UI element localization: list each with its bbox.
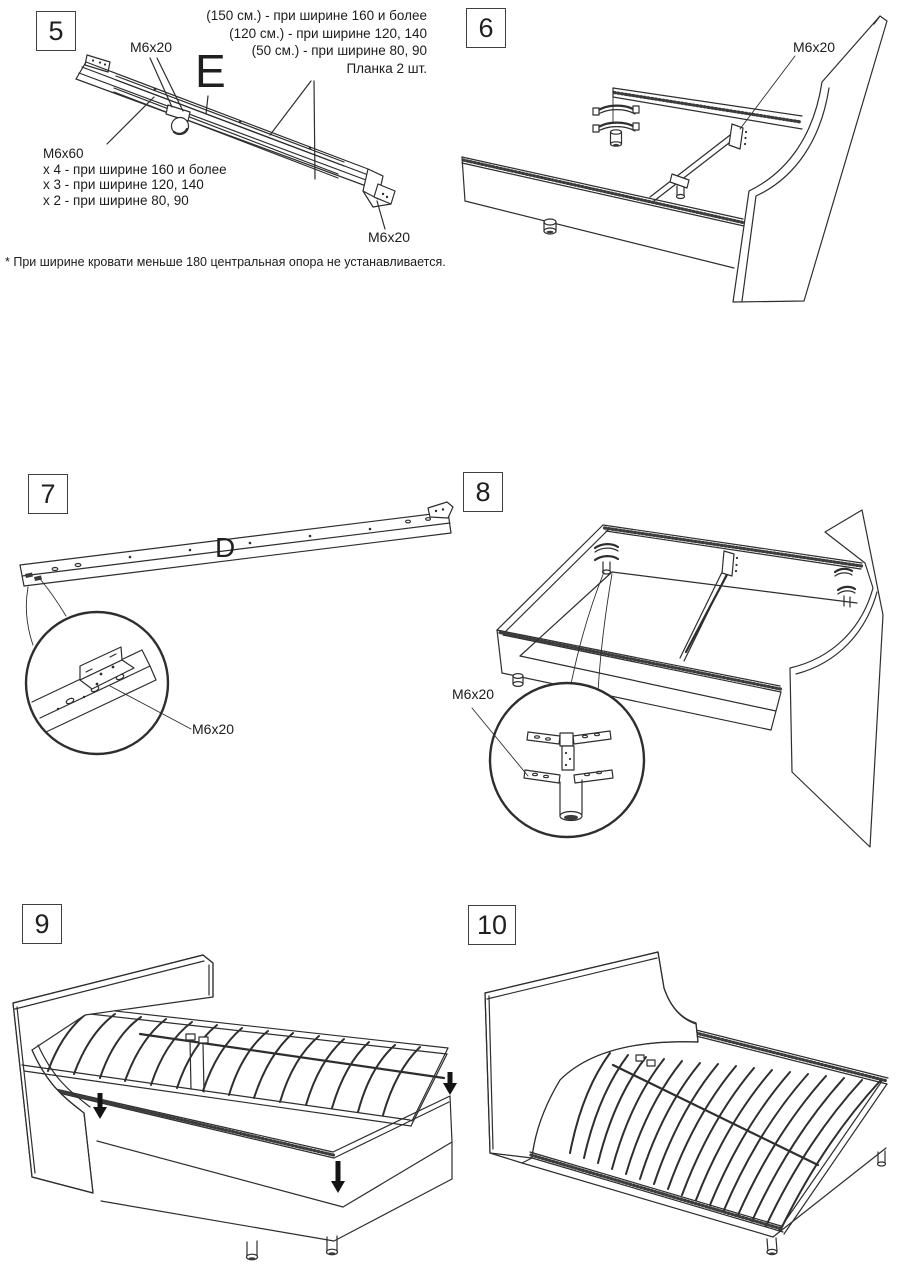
step-7-illustration [0,460,460,860]
step-9-illustration [0,890,462,1280]
step-10-number-box [468,905,516,945]
bolt-note-line: x 4 - при ширине 160 и более [43,161,227,177]
step-7-number: 7 [40,478,56,509]
screw-label-m6x20: M6x20 [793,39,836,55]
step-8-illustration [440,460,900,860]
step-7-panel [0,460,460,860]
step-10-panel [440,890,900,1280]
bolt-count-notes [43,146,227,208]
step-8-number-box [463,472,503,512]
plank-d [20,502,453,586]
center-support-leg [166,105,190,135]
plank-note-line: (120 см.) - при ширине 120, 140 [229,25,427,41]
magnifier-callout [472,572,644,837]
screw-label-m6x20: M6x20 [192,721,235,737]
headboard [733,16,887,302]
down-arrows [93,1072,457,1193]
down-arrow [331,1161,345,1193]
foot-corner-leg-parts [595,544,618,574]
step-9-number-box [22,904,62,944]
part-letter-e: E [195,45,226,97]
plank-size-notes [206,7,427,77]
bolt-note-line: x 2 - при ширине 80, 90 [43,192,189,208]
step-5-number: 5 [48,15,64,46]
step-5-panel [0,0,450,300]
screw-label-m6x20-end: M6x20 [368,229,411,245]
step-5-number-box [36,11,76,51]
screw-label-m6x20-top: M6x20 [130,39,173,55]
width-footnote: * При ширине кровати меньше 180 центральная опора не устанавливается. [5,255,446,269]
down-arrow [93,1093,107,1119]
step-6-number: 6 [478,12,494,43]
plank-note-line: (50 см.) - при ширине 80, 90 [251,43,427,58]
slatted-base [48,1008,448,1115]
step-6-panel [450,0,900,330]
step-8-number: 8 [475,476,491,507]
bolt-note-line: x 3 - при ширине 120, 140 [43,177,204,193]
step-10-number: 10 [476,909,508,940]
plank-note-line: Планка 2 шт. [346,60,427,76]
step-8-panel [440,460,900,860]
magnifier-callout [26,579,191,754]
part-letter-d: D [215,532,236,563]
bolt-note-line: M6x60 [43,146,84,161]
plank-note-line: (150 см.) - при ширине 160 и более [206,8,427,23]
center-beam-in-frame [650,124,747,201]
step-9-panel [0,890,462,1280]
center-divider [680,551,738,661]
step-10-illustration [440,890,900,1280]
step-9-number: 9 [34,908,50,939]
slatted-base [570,1030,888,1231]
step-6-number-box [466,8,506,48]
step-7-number-box [28,474,68,514]
screw-label-m6x20: M6x20 [452,686,495,702]
